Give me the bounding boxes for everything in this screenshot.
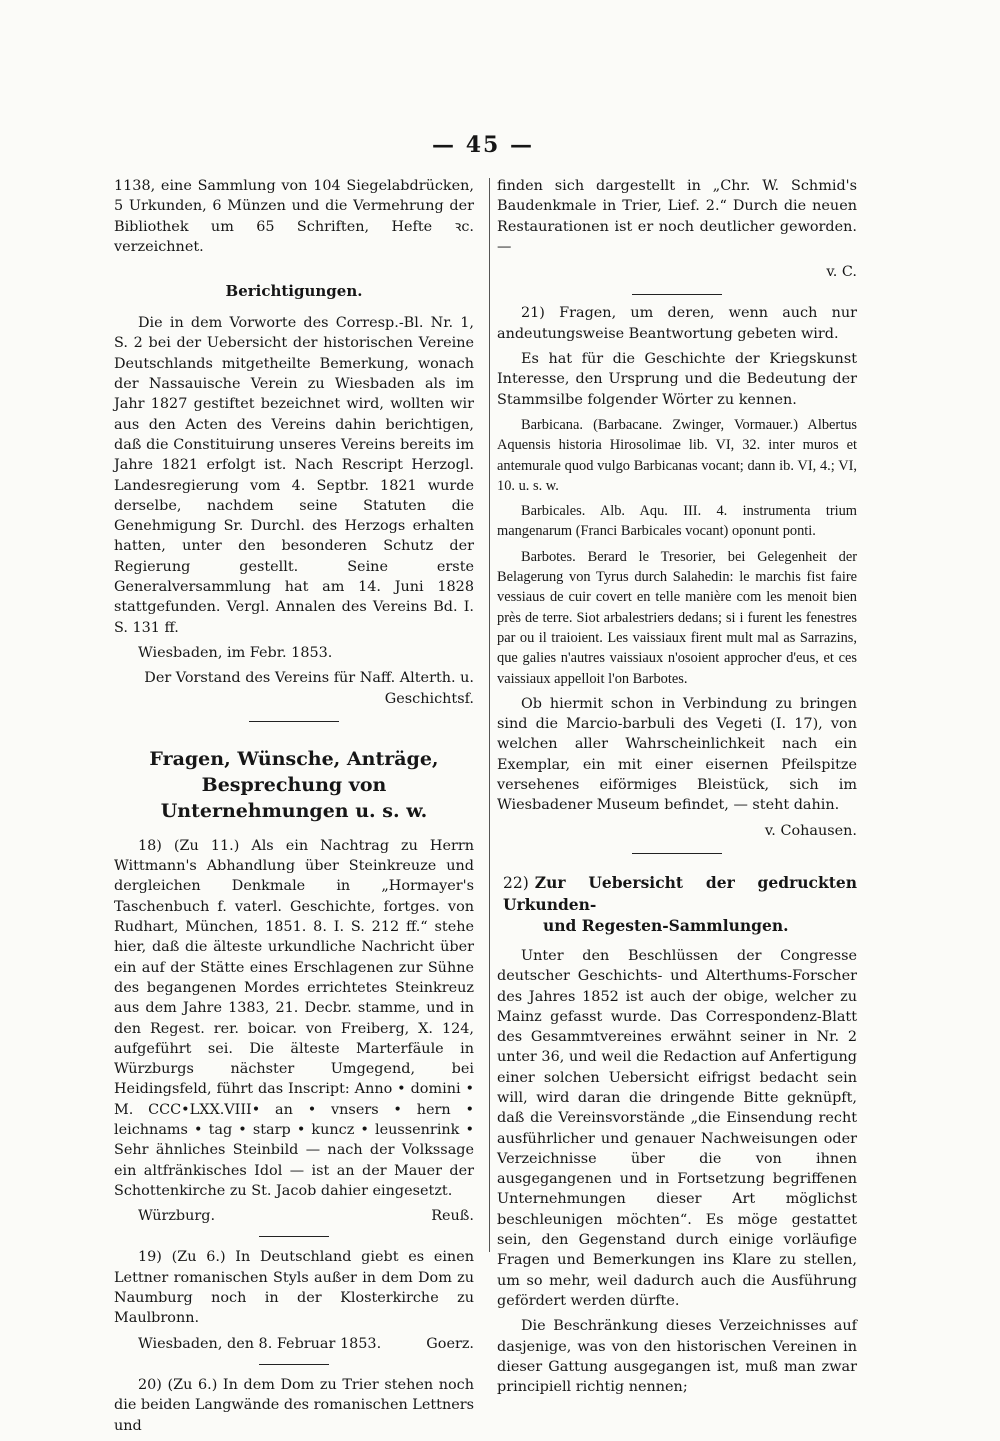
item-18-place: Würzburg. bbox=[138, 1208, 216, 1225]
item-18-signature: Reuß. bbox=[431, 1208, 474, 1225]
item-18-paragraph: 18) (Zu 11.) Als ein Nachtrag zu Herrn Wittmann's Abhandlung über Steinkreuze und dergleichen Denkmale in „Hormayer's Taschenbuch f. vaterl. Geschichte, fortges. von Rudhart, München, 1851. 8. I. S. 212 ff.“ stehe hier, daß die älteste urkundliche Nachricht über ein auf der Stätte eines Erschlagenen zur Sühne des begangenen Mordes errichtetes Steinkreuz aus dem Jahre 1383, 21. Decbr. stamme, und in den Regest. rer. boicar. von Freiberg, X. 124, aufgeführt sei. Die älteste Marterfäule in Würzburgs nächster Umgegend, bei Heidingsfeld, führt das Inscript: Anno • domini • M. CCC•LXX.VIII• an • vnsers • hern • leichnams • tag • starp • kuncz • leussenrink • Sehr ähnliches Steinbild — nach der Volkssage ein altfränkisches Idol — ist an der Mauer der Schottenkirche zu St. Jacob dahier eingesetzt. bbox=[114, 837, 474, 1199]
berichtigungen-heading: Berichtigungen. bbox=[225, 282, 363, 301]
page-number: — 45 — bbox=[432, 132, 534, 158]
right-column bbox=[497, 176, 857, 1402]
item-22-number: 22) bbox=[503, 873, 529, 892]
fragen-heading: Fragen, Wünsche, Anträge, Besprechung von Unternehmungen u. s. w. bbox=[149, 747, 439, 822]
item-rule bbox=[632, 294, 722, 295]
item-rule bbox=[259, 1236, 329, 1237]
barbicales-paragraph: Barbicales. Alb. Aqu. III. 4. instrumenta trium mangenarum (Franci Barbicales vocant) oponunt ponti. bbox=[497, 503, 857, 540]
item-rule bbox=[259, 1364, 329, 1365]
item-21-signature: v. Cohausen. bbox=[764, 822, 857, 839]
left-column bbox=[114, 176, 474, 1441]
item-21-closing: Ob hiermit schon in Verbindung zu bringen sind die Marcio-barbuli des Vegeti (I. 17), von welchen aller Wahrscheinlichkeit nach ein Exemplar, ein mit einer eisernen Pfeilspitze versehenes eiförmiges Bleistück, sich im Wiesbadener Museum befindet, — steht dahin. bbox=[497, 695, 857, 814]
item-19-place: Wiesbaden, den 8. Februar 1853. bbox=[138, 1335, 382, 1352]
berichtigungen-signature: Der Vorstand des Vereins für Naff. Alterth. u. Geschichtsf. bbox=[144, 670, 474, 707]
berichtigungen-place: Wiesbaden, im Febr. 1853. bbox=[138, 644, 333, 661]
column-divider bbox=[489, 178, 490, 1252]
item-20-paragraph: 20) (Zu 6.) In dem Dom zu Trier stehen noch die beiden Langwände des romanischen Lettners und bbox=[114, 1376, 474, 1434]
item-19-paragraph: 19) (Zu 6.) In Deutschland giebt es einen Lettner romanischen Styls außer in dem Dom zu Naumburg noch in der Klosterkirche zu Maulbronn. bbox=[114, 1249, 474, 1327]
item-22-heading bbox=[497, 872, 857, 936]
item-19-signature-line bbox=[114, 1334, 474, 1354]
item-18-signature-line bbox=[114, 1206, 474, 1226]
section-rule bbox=[249, 721, 339, 722]
item-20-continuation: finden sich dargestellt in „Chr. W. Schmid's Baudenkmale in Trier, Lief. 2.“ Durch die neuen Restaurationen ist er noch deutlicher geworden. — bbox=[497, 178, 857, 255]
item-22-paragraph-1: Unter den Beschlüssen der Congresse deutscher Geschichts- und Alterthums-Forscher des Jahres 1852 ist auch der obige, welcher zu Mainz gefasst wurde. Das Correspondenz-Blatt des Gesammtvereines erwähnt seiner in Nr. 2 unter 36, und weil die Redaction auf Anfertigung einer solchen Uebersicht eifrigst bedacht sein will, wird daran die dringende Bitte geknüpft, daß die Vereinsvorstände „die Einsendung recht ausführlicher und genauer Nachweisungen oder Verzeichnisse über die von ihnen ausgegangenen und in Fortsetzung begriffenen Unternehmungen dieser Art möglichst beschleunigen möchten“. Es möge gestattet sein, den Gegenstand durch einige vorläufige Fragen und Bemerkungen ins Klare zu stellen, um so mehr, weil dadurch auch die Ausführung gefördert werden dürfte. bbox=[497, 947, 857, 1309]
item-21-intro: Es hat für die Geschichte der Kriegskunst Interesse, den Ursprung und die Bedeutung der Stammsilbe folgender Wörter zu kennen. bbox=[497, 351, 857, 408]
item-22-paragraph-2: Die Beschränkung dieses Verzeichnisses auf dasjenige, was von den historischen Vereinen in dieser Gattung ausgegangen ist, muß man zwar principiell richtig nennen; bbox=[497, 1318, 857, 1396]
item-22-title-line-2: und Regesten-Sammlungen. bbox=[543, 915, 789, 935]
item-22-title-line-1: Zur Uebersicht der gedruckten Urkunden- bbox=[503, 872, 857, 914]
section-rule bbox=[632, 853, 722, 854]
barbotes-paragraph: Barbotes. Berard le Tresorier, bei Gelegenheit der Belagerung von Tyrus durch Salahedin: le marchis fist faire vessiaus de cuir covert en telle manière com les menoit bien près de terre. Siot arbalestriers dedans; si i furent les fenestres par ou il traioient. Les vaissiaux firent mult mal as Sarrazins, que galies n'autres vaissiaux n'osoient approcher d'eus, et ces vaissiaux appelloit l'on Barbotes. bbox=[497, 548, 857, 687]
berichtigungen-paragraph: Die in dem Vorworte des Corresp.-Bl. Nr. 1, S. 2 bei der Uebersicht der historischen Vereine Deutschlands mitgetheilte Bemerkung, wonach der Nassauische Verein zu Wiesbaden als im Jahr 1827 gestiftet bezeichnet wird, wollten wir aus den Acten des Vereins dahin berichtigen, daß die Constituirung unseres Vereins bereits im Jahre 1821 erfolgt ist. Nach Rescript Herzogl. Landesregierung vom 4. Septbr. 1821 wurde derselbe, nachdem seine Statuten die Genehmigung Sr. Durchl. des Herzogs erhalten hatten, unter den besonderen Schutz der Regierung gestellt. Seine erste Generalversammlung hat am 14. Juni 1828 stattgefunden. Vergl. Annalen des Vereins Bd. I. S. 131 ff. bbox=[114, 315, 474, 636]
item-20-signature: v. C. bbox=[826, 264, 857, 281]
item-21-paragraph: 21) Fragen, um deren, wenn auch nur andeutungsweise Beantwortung gebeten wird. bbox=[497, 305, 857, 342]
barbicana-paragraph: Barbicana. (Barbacane. Zwinger, Vormauer.) Albertus Aquensis historia Hirosolimae lib. VI, 32. inter muros et antemurale quod vulgo Barbicanas vocant; dann ib. VI, 4.; VI, 10. u. s. w. bbox=[497, 416, 857, 494]
item-19-signature: Goerz. bbox=[426, 1335, 474, 1352]
intro-paragraph: 1138, eine Sammlung von 104 Siegelabdrücken, 5 Urkunden, 6 Münzen und die Vermehrung der Bibliothek um 65 Schriften, Hefte ꝛc. verzeichnet. bbox=[114, 178, 474, 255]
